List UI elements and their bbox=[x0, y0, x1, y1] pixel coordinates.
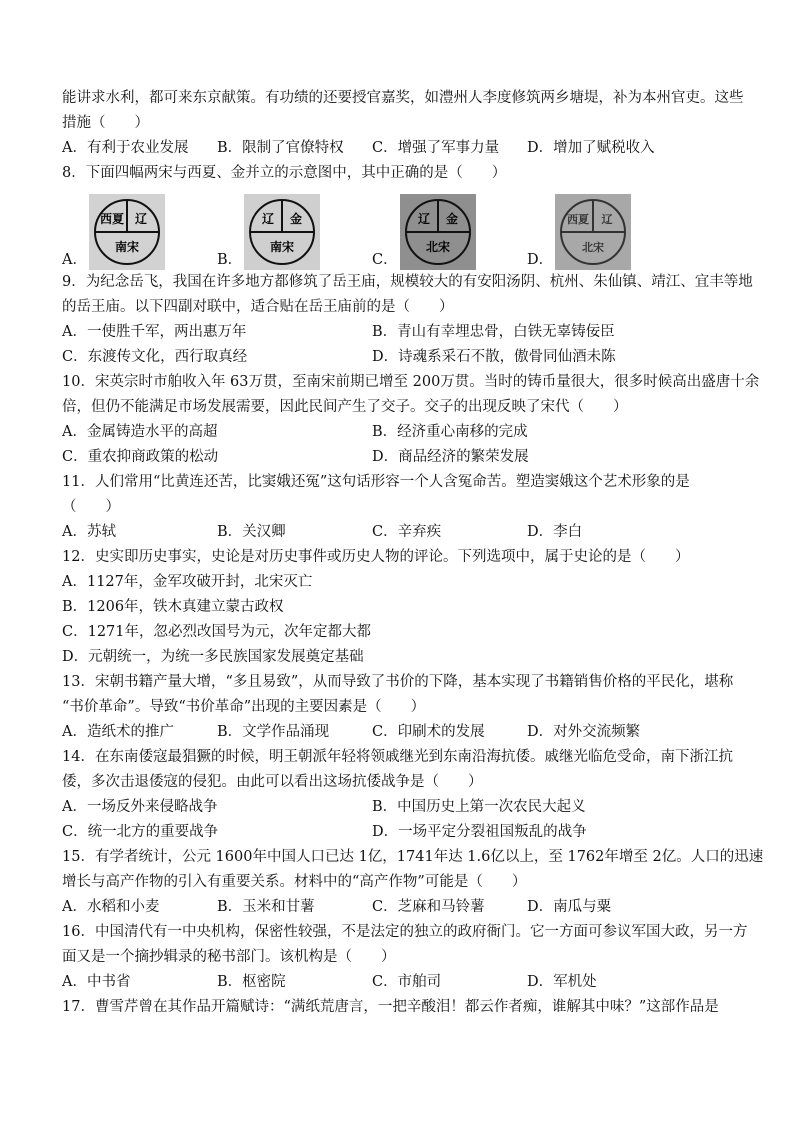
q8-option-d bbox=[527, 194, 682, 270]
q7-options bbox=[62, 136, 742, 161]
q8-diagram-b bbox=[244, 194, 320, 270]
q8-option-a bbox=[62, 194, 217, 270]
q8-option-b-label: B． bbox=[217, 252, 243, 268]
q14-stem-line2: 倭，多次击退倭寇的侵犯。由此可以看出这场抗倭战争是（ ） bbox=[62, 774, 483, 790]
circle-diagram-a bbox=[91, 196, 163, 268]
q9-option-d: D．诗魂系采石不散，傲骨同仙酒未陈 bbox=[372, 349, 616, 365]
q10-option-a: A．金属铸造水平的高超 bbox=[62, 424, 218, 440]
q10-option-d: D．商品经济的繁荣发展 bbox=[372, 449, 529, 465]
q10-option-c: C．重农抑商政策的松动 bbox=[62, 449, 219, 465]
q16-option-c: C．市舶司 bbox=[372, 974, 442, 990]
q16-option-b: B．枢密院 bbox=[217, 974, 286, 990]
q11-options bbox=[62, 520, 742, 545]
diagram-d-top-right: 辽 bbox=[601, 213, 613, 226]
q14-option-b: B．中国历史上第一次农民大起义 bbox=[372, 799, 586, 815]
q15-option-c: C．芝麻和马铃薯 bbox=[372, 899, 485, 915]
q9-stem-line2: 的岳王庙。以下四副对联中，适合贴在岳王庙前的是（ ） bbox=[62, 299, 454, 315]
exam-page bbox=[62, 86, 764, 1020]
q14-stem-line1: 14．在东南倭寇最猖獗的时候，明王朝派年轻将领戚继光到东南沿海抗倭。戚继光临危受命，南下浙江抗 bbox=[62, 749, 733, 765]
diagram-a-bottom: 南宋 bbox=[114, 240, 139, 254]
q15-option-a: A．水稻和小麦 bbox=[62, 899, 160, 915]
q8-diagram-d bbox=[555, 194, 631, 270]
q7-stem-line1: 能讲求水利，都可来东京献策。有功绩的还要授官嘉奖，如澧州人李度修筑两乡塘堤，补为本州官吏。这些 bbox=[62, 90, 744, 106]
q7-option-a: A．有利于农业发展 bbox=[62, 140, 189, 156]
q13-option-d: D．对外交流频繁 bbox=[527, 724, 641, 740]
q13-option-b: B．文学作品涌现 bbox=[217, 724, 330, 740]
q13-option-a: A．造纸术的推广 bbox=[62, 724, 174, 740]
q7-option-d: D．增加了赋税收入 bbox=[527, 140, 655, 156]
circle-diagram-c bbox=[402, 196, 474, 268]
q11-option-d: D．李白 bbox=[527, 524, 583, 540]
q14-option-c: C．统一北方的重要战争 bbox=[62, 824, 219, 840]
q16-option-d: D．军机处 bbox=[527, 974, 597, 990]
q11-option-b: B．关汉卿 bbox=[217, 524, 286, 540]
q8-diagram-a bbox=[89, 194, 165, 270]
q8-option-c bbox=[372, 194, 527, 270]
q14-options-row1 bbox=[62, 795, 742, 820]
q8-stem: 8．下面四幅两宋与西夏、金并立的示意图中，其中正确的是（ ） bbox=[62, 165, 507, 181]
q14-options-row2 bbox=[62, 820, 742, 845]
q14-option-d: D．一场平定分裂祖国叛乱的战争 bbox=[372, 824, 587, 840]
q10-option-b: B．经济重心南移的完成 bbox=[372, 424, 528, 440]
q11-stem-line1: 11．人们常用“比黄连还苦，比窦娥还冤”这句话形容一个人含冤命苦。塑造窦娥这个艺术形象的是 bbox=[62, 474, 690, 490]
q8-option-c-label: C． bbox=[372, 252, 398, 268]
q7-stem-line2: 措施（ ） bbox=[62, 115, 149, 131]
q14-option-a: A．一场反外来侵略战争 bbox=[62, 799, 218, 815]
q15-stem-line2: 增长与高产作物的引入有重要关系。材料中的“高产作物”可能是（ ） bbox=[62, 874, 527, 890]
q9-stem-line1: 9．为纪念岳飞，我国在许多地方都修筑了岳王庙，规模较大的有安阳汤阴、杭州、朱仙镇、靖江、宜丰等地 bbox=[62, 274, 753, 290]
q15-option-b: B．玉米和甘薯 bbox=[217, 899, 315, 915]
q11-option-a: A．苏轼 bbox=[62, 524, 116, 540]
q9-option-a: A．一使胜千军，两出惠万年 bbox=[62, 324, 247, 340]
diagram-c-top-left: 辽 bbox=[417, 212, 430, 226]
q15-stem-line1: 15．有学者统计，公元 1600年中国人口已达 1亿，1741年达 1.6亿以上，至 1762年增至 2亿。人口的迅速 bbox=[62, 849, 764, 865]
diagram-d-top-left: 西夏 bbox=[567, 213, 590, 226]
q12-option-a: A．1127年，金军攻破开封，北宋灭亡 bbox=[62, 574, 313, 590]
q8-option-d-label: D． bbox=[527, 252, 554, 268]
q12-option-c: C．1271年，忽必烈改国号为元，次年定都大都 bbox=[62, 624, 371, 640]
q9-options-row2 bbox=[62, 345, 742, 370]
q10-options-row2 bbox=[62, 445, 742, 470]
circle-diagram-b bbox=[246, 196, 318, 268]
q16-option-a: A．中书省 bbox=[62, 974, 131, 990]
q9-options-row1 bbox=[62, 320, 742, 345]
q17-stem: 17．曹雪芹曾在其作品开篇赋诗：“满纸荒唐言，一把辛酸泪！都云作者痴，谁解其中味？”这部作品是 bbox=[62, 999, 719, 1015]
q10-stem-line2: 倍，但仍不能满足市场发展需要，因此民间产生了交子。交子的出现反映了宋代（ ） bbox=[62, 399, 628, 415]
q8-diagram-c bbox=[400, 194, 476, 270]
q7-option-c: C．增强了军事力量 bbox=[372, 140, 500, 156]
diagram-c-bottom: 北宋 bbox=[425, 240, 450, 254]
q12-option-b: B．1206年，铁木真建立蒙古政权 bbox=[62, 599, 284, 615]
q13-stem-line1: 13．宋朝书籍产量大增，“多且易致”，从而导致了书价的下降，基本实现了书籍销售价格的平民化，堪称 bbox=[62, 674, 734, 690]
diagram-d-bottom: 北宋 bbox=[582, 241, 605, 254]
q8-option-a-label: A． bbox=[62, 252, 87, 268]
diagram-c-top-right: 金 bbox=[445, 212, 458, 226]
q10-options-row1 bbox=[62, 420, 742, 445]
diagram-a-top-right: 辽 bbox=[134, 212, 147, 226]
q13-options bbox=[62, 720, 742, 745]
q13-stem-line2: “书价革命”。导致“书价革命”出现的主要因素是（ ） bbox=[62, 699, 426, 715]
q16-stem-line1: 16．中国清代有一中央机构，保密性较强，不是法定的独立的政府衙门。它一方面可参议军国大政，另一方 bbox=[62, 924, 748, 940]
q9-option-c: C．东渡传文化，西行取真经 bbox=[62, 349, 248, 365]
q7-option-b: B．限制了官僚特权 bbox=[217, 140, 344, 156]
q16-stem-line2: 面又是一个摘抄辑录的秘书部门。该机构是（ ） bbox=[62, 949, 396, 965]
q13-option-c: C．印刷术的发展 bbox=[372, 724, 485, 740]
q15-options bbox=[62, 895, 742, 920]
q11-stem-line2: （ ） bbox=[62, 499, 120, 515]
diagram-a-top-left: 西夏 bbox=[99, 212, 124, 226]
q15-option-d: D．南瓜与粟 bbox=[527, 899, 612, 915]
q9-option-b: B．青山有幸埋忠骨，白铁无辜铸佞臣 bbox=[372, 324, 615, 340]
diagram-b-bottom: 南宋 bbox=[270, 240, 295, 254]
q11-option-c: C．辛弃疾 bbox=[372, 524, 442, 540]
q12-option-d: D．元朝统一，为统一多民族国家发展奠定基础 bbox=[62, 649, 364, 665]
diagram-b-top-left: 辽 bbox=[262, 212, 275, 226]
q8-diagram-options bbox=[62, 186, 742, 270]
q12-stem: 12．史实即历史事实，史论是对历史事件或历史人物的评论。下列选项中，属于史论的是（ ） bbox=[62, 549, 690, 565]
q16-options bbox=[62, 970, 742, 995]
diagram-b-top-right: 金 bbox=[290, 212, 303, 226]
q8-option-b bbox=[217, 194, 372, 270]
q10-stem-line1: 10．宋英宗时市舶收入年 63万贯，至南宋前期已增至 200万贯。当时的铸币量很大，很多时候高出盛唐十余 bbox=[62, 374, 760, 390]
circle-diagram-d bbox=[557, 196, 629, 268]
